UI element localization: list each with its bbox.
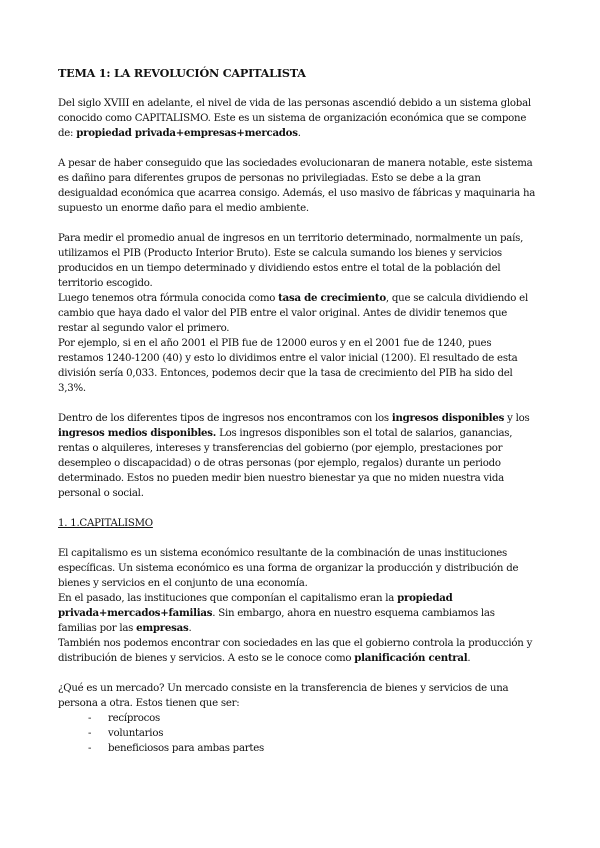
bold-disposable-income: ingresos disponibles [391, 412, 505, 424]
paragraph-income: Dentro de los diferentes tipos de ingresos nos encontramos con los ingresos disponibles y los ingresos medios disponibles. Los ingresos disponibles son el total de salarios, ganancias, rentas o alquileres, intereses y transferencias del gobierno (por ejemplo, prestaciones por desempleo o discapacidad) o de otras personas (por ejemplo, regalos) durante un periodo determinado. Estos no pueden medir bien nuestro bienestar ya que no miden nuestra vida personal o social. [58, 412, 530, 499]
paragraph-intro: Del siglo XVIII en adelante, el nivel de vida de las personas ascendió debido a un sistema global conocido como CAPITALISMO. Este es un sistema de organización económica que se compone de: propiedad privada+empresas+mercados. [58, 98, 531, 139]
bold-components: propiedad privada+empresas+mercados [76, 127, 298, 139]
bold-companies: empresas [136, 622, 189, 634]
paragraph-pib: Para medir el promedio anual de ingresos en un territorio determinado, normalmente un país, utilizamos el PIB (Producto Interior Bruto). Este se calcula sumando los bienes y servicios producidos en un tiempo determinado y dividiendo estos entre el total de la población del territorio escogido. Luego tenemos otra fórmula conocida como tasa de crecimiento, que se calcula dividiendo el cambio que haya dado el valor del PIB entre el valor original. Antes de dividir tenemos que restar al segundo valor el primero. Por ejemplo, si en el año 2001 el PIB fue de 12000 euros y en el 2001 fue de 1240, pues restamos 1240-1200 (40) y esto lo dividimos entre el valor inicial (1200). El resultado de esta división sería 0,033. Entonces, podemos decir que la tasa de crecimiento del PIB ha sido del 3,3%. [58, 233, 528, 394]
paragraph-market: ¿Qué es un mercado? Un mercado consiste en la transferencia de bienes y servicios de una persona a otra. Estos tienen que ser: [58, 683, 509, 709]
bold-institutions: propiedad privada+mercados+familias [58, 592, 453, 619]
list-item: - recíprocos [88, 713, 160, 724]
bold-growth-rate: tasa de crecimiento [278, 292, 386, 304]
bold-average-income: ingresos medios disponibles. [58, 427, 217, 439]
paragraph-drawbacks: A pesar de haber conseguido que las sociedades evolucionaran de manera notable, este sistema es dañino para diferentes grupos de personas no privilegiadas. Esto se debe a la gran desigualdad económica que acarrea consigo. Además, el uso masivo de fábricas y maquinaria ha supuesto un enorme daño para el medio ambiente. [58, 158, 536, 214]
paragraph-capitalism: El capitalismo es un sistema económico resultante de la combinación de unas instituciones específicas. Un sistema económico es una forma de organizar la producción y distribución de bienes y servicios en el conjunto de una economía. En el pasado, las instituciones que componían el capitalismo eran la propiedad privada+mercados+familias. Sin embargo, ahora en nuestro esquema cambiamos las familias por las empresas. También nos podemos encontrar con sociedades en las que el gobierno controla la producción y distribución de bienes y servicios. A esto se le conoce como planificación central. [58, 548, 533, 664]
section-heading: 1. 1.CAPITALISMO [58, 518, 153, 529]
list-item: - beneficiosos para ambas partes [88, 743, 264, 754]
document-body [58, 66, 536, 756]
market-properties-list [58, 711, 536, 756]
page-title: TEMA 1: LA REVOLUCIÓN CAPITALISTA [58, 66, 306, 80]
list-item: - voluntarios [88, 728, 164, 739]
bold-central-planning: planificación central [354, 652, 468, 664]
